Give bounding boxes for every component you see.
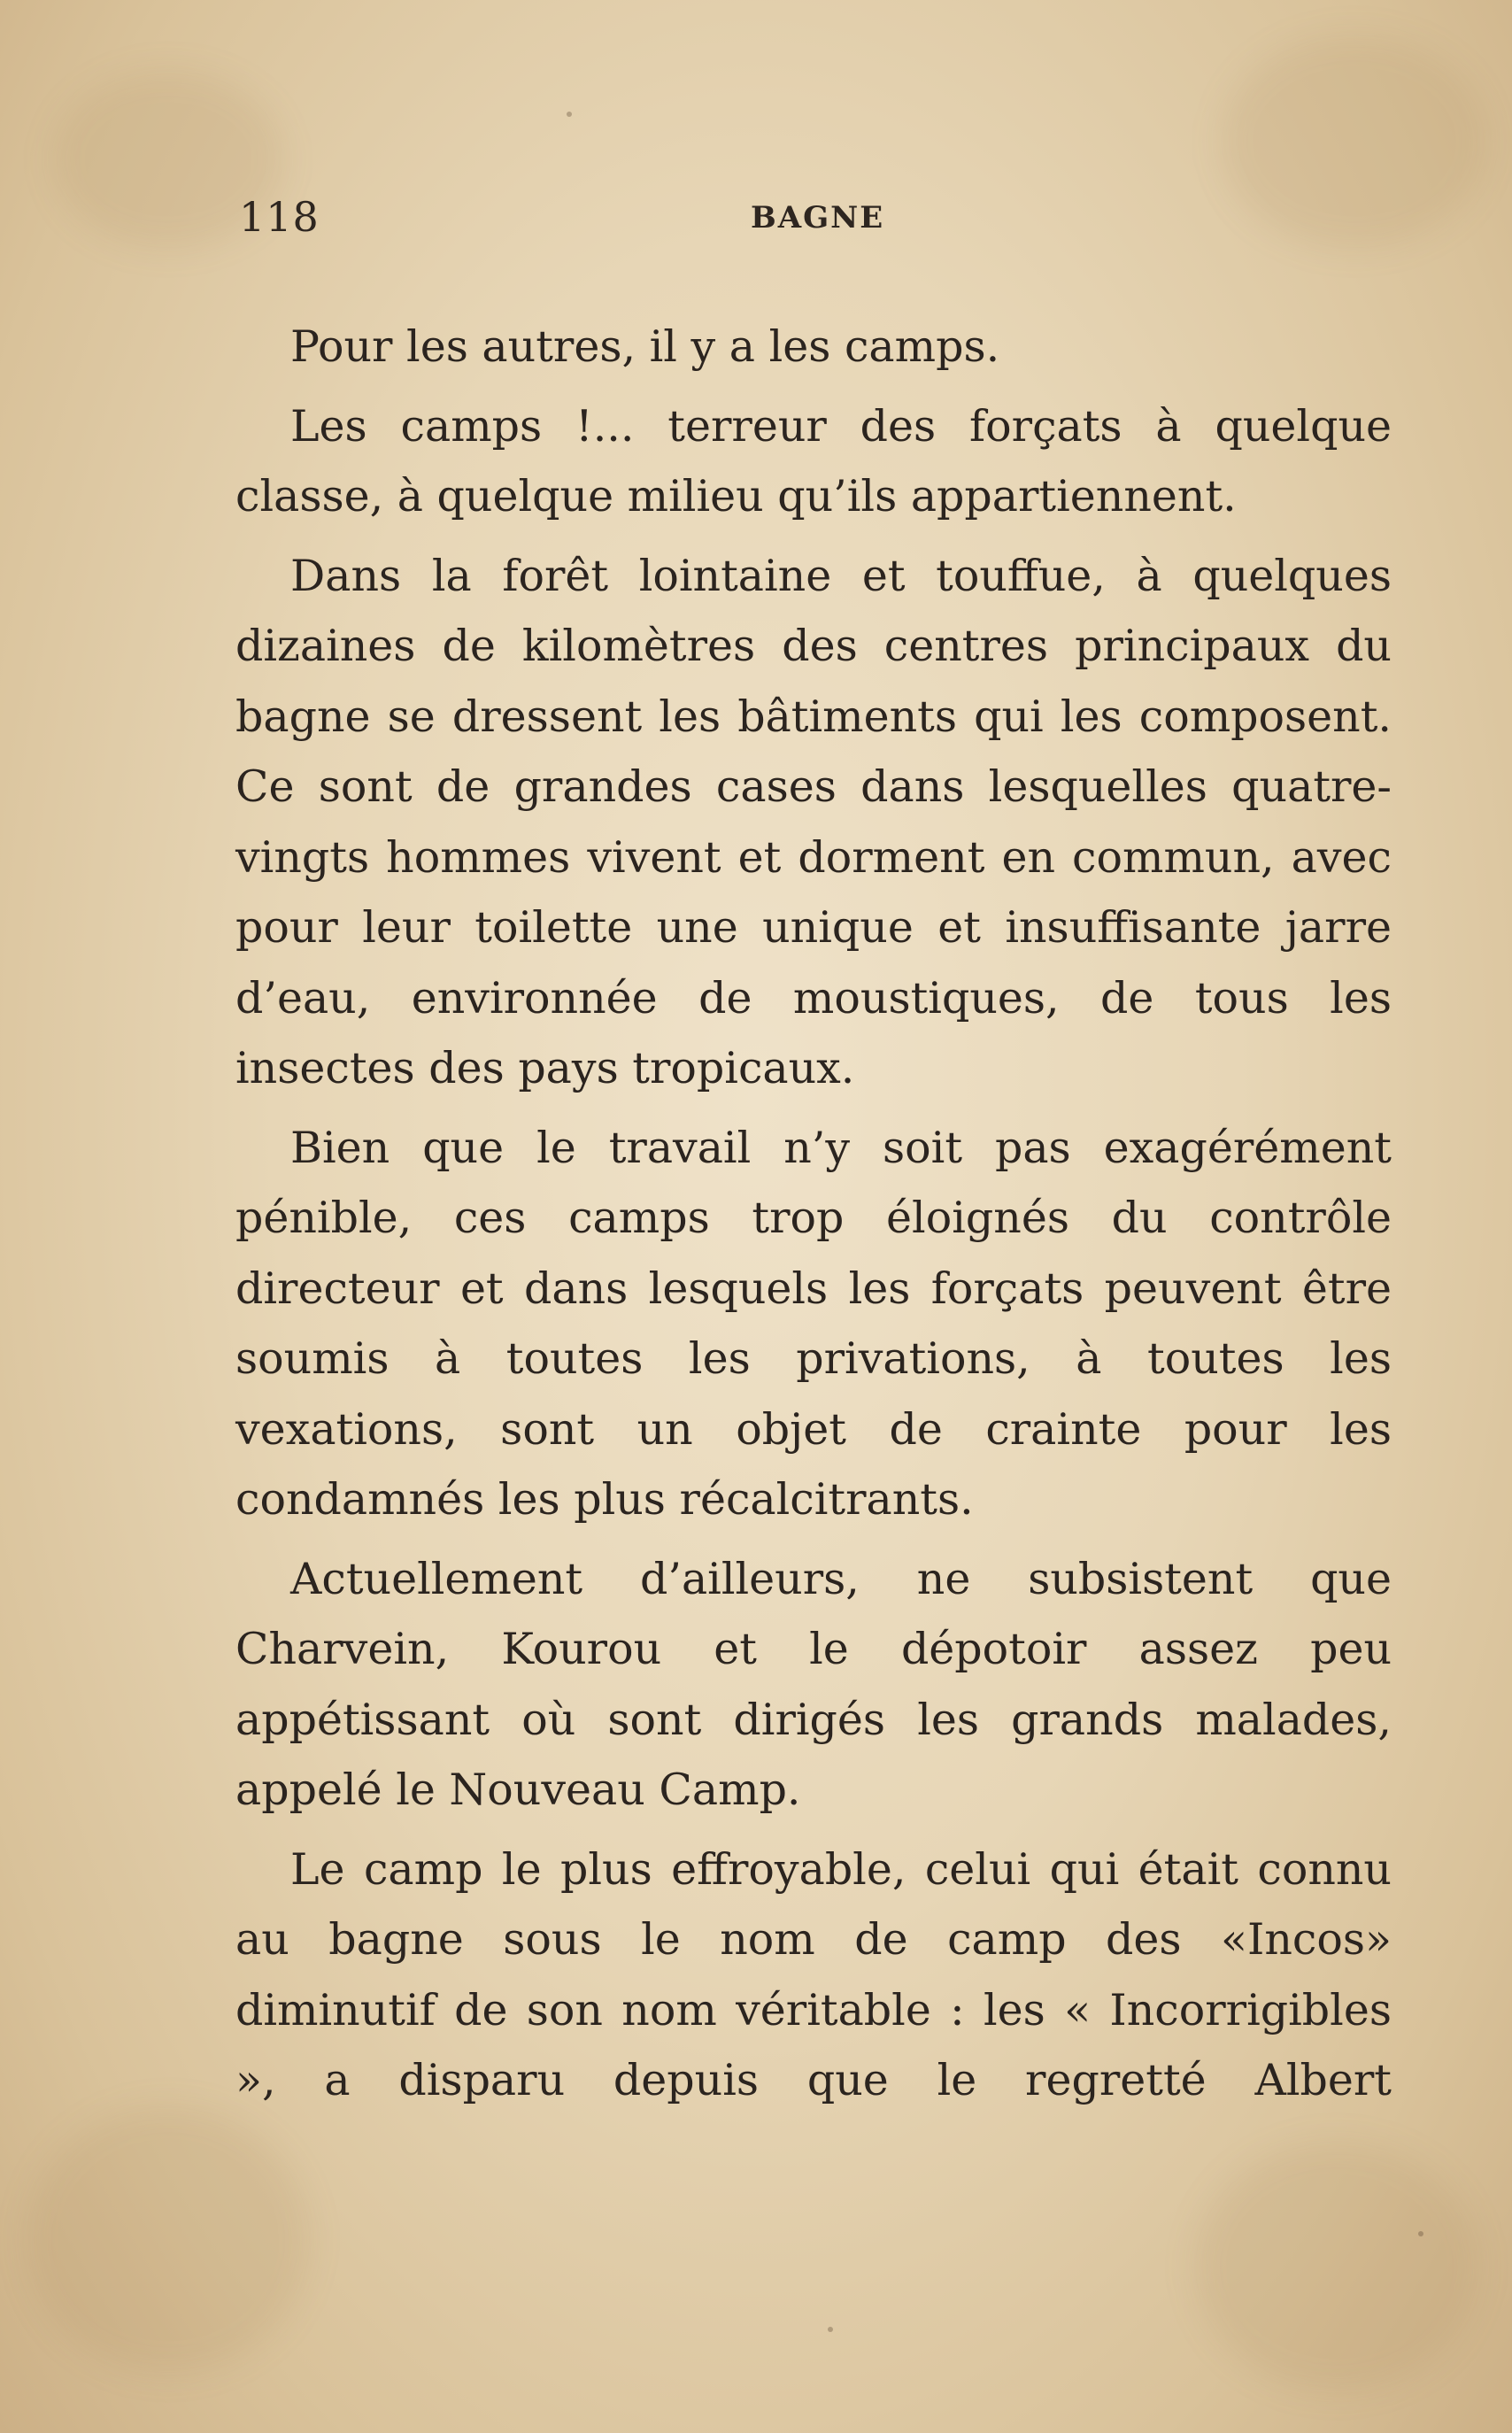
page-number: 118 <box>239 193 320 241</box>
body-text <box>235 312 1392 2125</box>
flyspeck <box>828 2327 833 2332</box>
paper-stain <box>27 2107 310 2373</box>
paragraph: Actuellement d’ailleurs, ne subsistent que Charvein, Kourou et le dépotoir assez peu appétissant où sont dirigés les grands malades, appelé le Nouveau Camp. <box>235 1553 1392 1815</box>
paragraph: Le camp le plus effroyable, celui qui était connu au bagne sous le nom de camp des «Incos» diminutif de son nom véritable : les « Incorrigibles », a disparu depuis que le regretté Albert <box>235 1843 1392 2105</box>
paragraph: Bien que le travail n’y soit pas exagérément pénible, ces camps trop éloignés du contrôle directeur et dans lesquels les forçats peuvent être soumis à toutes les privations, à toutes les vexations, sont un objet de crainte pour les condamnés les plus récalcitrants. <box>235 1122 1392 1525</box>
paragraph: Les camps !... terreur des forçats à quelque classe, à quelque milieu qu’ils appartiennent. <box>235 400 1392 521</box>
running-title: BAGNE <box>751 200 885 236</box>
flyspeck <box>1418 2231 1423 2236</box>
page-header <box>239 193 1390 255</box>
paragraph: Pour les autres, il y a les camps. <box>290 321 1000 372</box>
paper-stain <box>1195 2143 1478 2391</box>
paragraph: Dans la forêt lointaine et touffue, à quelques dizaines de kilomètres des centres principaux du bagne se dressent les bâtiments qui les composent. Ce sont de grandes cases dans lesquelles quatre-vingts hommes vivent et dorment en commun, avec pour leur toilette une unique et insuffisante jarre d’eau, environnée de moustiques, de tous les insectes des pays tropicaux. <box>235 550 1392 1093</box>
flyspeck <box>567 112 572 117</box>
